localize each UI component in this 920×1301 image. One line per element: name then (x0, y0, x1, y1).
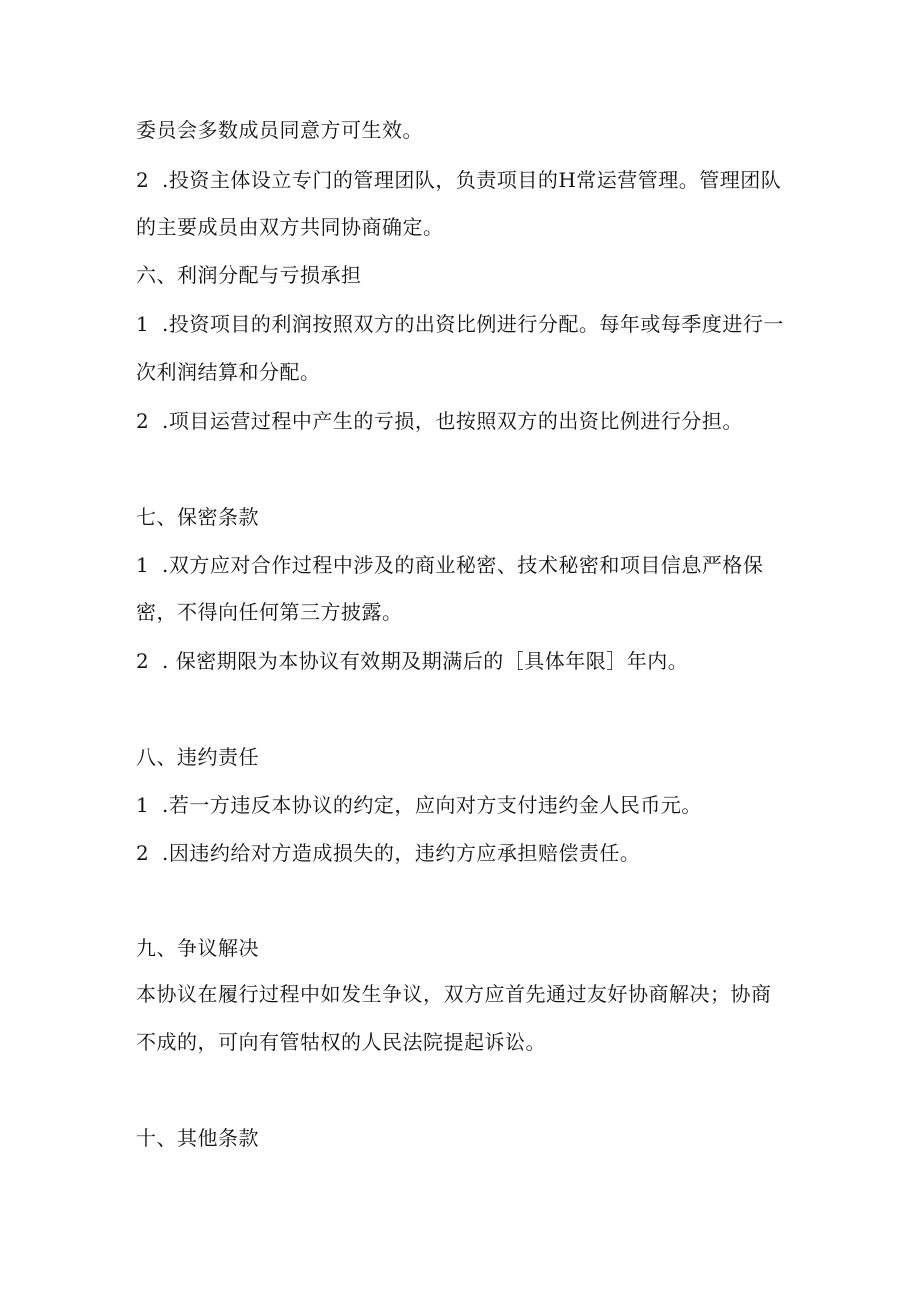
line-text: 次利润结算和分配。 (136, 360, 321, 384)
item-number: 1 (136, 793, 150, 817)
list-item-line (136, 791, 702, 819)
line-text: .因违约给对方造成损失的，违约方应承担赔偿责任。 (162, 841, 641, 865)
paragraph-line (136, 213, 444, 241)
heading-text: 八、违约责任 (136, 745, 259, 769)
section-heading (136, 261, 362, 289)
paragraph-line (136, 980, 772, 1008)
list-item-line (136, 166, 781, 194)
line-text: 委员会多数成员同意方可生效。 (136, 118, 423, 142)
paragraph-line (136, 1028, 546, 1056)
line-text: 密，不得向任何第三方披露。 (136, 600, 403, 624)
section-heading (136, 934, 259, 962)
paragraph-line (136, 598, 403, 626)
line-text: .投资项目的利润按照双方的出资比例进行分配。每年或每季度进行一 (162, 312, 784, 336)
line-text: 不成的，可向有管牯权的人民法院提起诉讼。 (136, 1030, 546, 1054)
line-text: 本协议在履行过程中如发生争议，双方应首先通过友好协商解决；协商 (136, 982, 772, 1006)
paragraph-line (136, 116, 423, 144)
heading-text: 十、其他条款 (136, 1126, 259, 1150)
line-text: 的主要成员由双方共同协商确定。 (136, 215, 444, 239)
heading-text: 九、争议解决 (136, 936, 259, 960)
section-heading (136, 1124, 259, 1152)
line-text: .投资主体设立专门的管理团队，负责项目的H常运营管理。管理团队 (162, 168, 782, 192)
item-number: 2 (136, 409, 150, 433)
list-item-line (136, 839, 640, 867)
item-number: 2 (136, 841, 150, 865)
line-text: . 保密期限为本协议有效期及期满后的［具体年限］年内。 (162, 649, 689, 673)
item-number: 1 (136, 553, 150, 577)
list-item-line (136, 647, 688, 675)
list-item-line (136, 551, 763, 579)
item-number: 2 (136, 649, 150, 673)
item-number: 2 (136, 168, 150, 192)
item-number: 1 (136, 312, 150, 336)
line-text: .若一方违反本协议的约定，应向对方支付违约金人民币元。 (162, 793, 702, 817)
line-text: .双方应对合作过程中涉及的商业秘密、技术秘密和项目信息严格保 (162, 553, 764, 577)
paragraph-line (136, 358, 321, 386)
heading-text: 六、利润分配与亏损承担 (136, 263, 362, 287)
section-heading (136, 743, 259, 771)
list-item-line (136, 310, 784, 338)
heading-text: 七、保密条款 (136, 505, 259, 529)
section-heading (136, 503, 259, 531)
line-text: .项目运营过程中产生的亏损，也按照双方的出资比例进行分担。 (162, 409, 743, 433)
list-item-line (136, 407, 743, 435)
